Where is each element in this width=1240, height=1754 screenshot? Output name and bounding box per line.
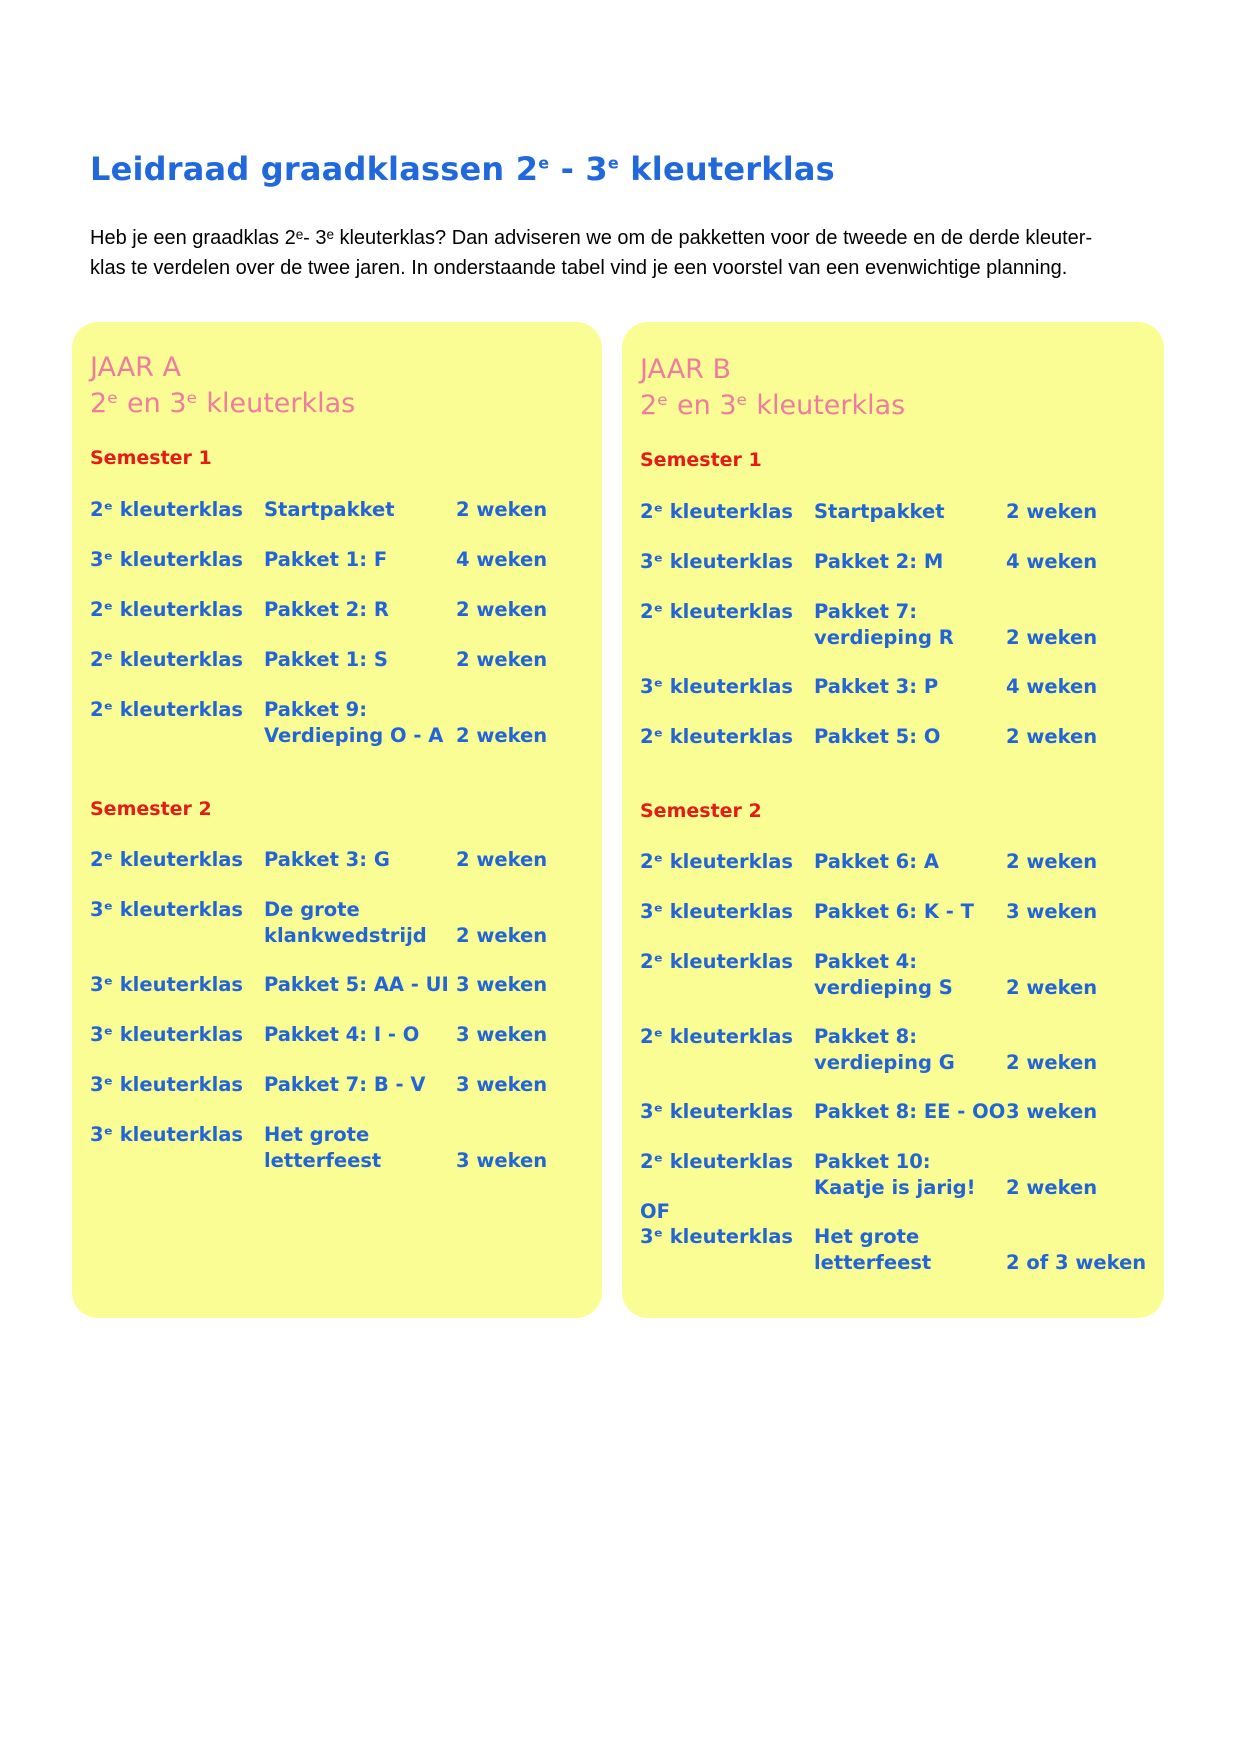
intro-text	[90, 223, 1160, 283]
jaar-a-semester-1-label: Semester 1	[90, 447, 212, 469]
jaar-b-semester-1-label: Semester 1	[640, 449, 762, 471]
jaar-b-semester-2-label: Semester 2	[640, 800, 762, 822]
intro-line-2: klas te verdelen over de twee jaren. In onderstaande tabel vind je een voorstel van een evenwichtige planning.	[90, 257, 1068, 279]
intro-line-1: Heb je een graadklas 2ᵉ- 3ᵉ kleuterklas? Dan adviseren we om de pakketten voor de tweede en de derde kleuter-	[90, 227, 1093, 249]
jaar-a-panel: JAAR A 2ᵉ en 3ᵉ kleuterklas Semester 1 2ᵉ kleuterklas Startpakket 2 weken 3ᵉ kleuterklas Pakket 1: F 4 weken 2ᵉ kleuterklas Pakket 2: R 2 weken 2ᵉ kleuterklas Pakket 1: S 2 weken 2ᵉ kleuterklas Pakket 9: Verdieping O - A 2 weken Semester 2 2ᵉ kleuterklas Pakket 3: G 2 weken 3ᵉ kleuterklas De grote klankwedstrijd 2 weken 3ᵉ kleuterklas Pakket 5: AA - UI 3 weken 3ᵉ kleuterklas Pakket 4: I - O 3 weken 3ᵉ kleuterklas Pakket 7: B - V 3 weken 3ᵉ kleuterklas Het grote letterfeest 3 weken	[72, 322, 602, 1318]
jaar-a-heading: JAAR A 2ᵉ en 3ᵉ kleuterklas	[90, 352, 356, 419]
jaar-a-semester-2-label: Semester 2	[90, 798, 212, 820]
page-title: Leidraad graadklassen 2e - 3e kleuterklas	[90, 150, 835, 188]
jaar-b-panel: JAAR B 2ᵉ en 3ᵉ kleuterklas Semester 1 2ᵉ kleuterklas Startpakket 2 weken 3ᵉ kleuterklas Pakket 2: M 4 weken 2ᵉ kleuterklas Pakket 7: verdieping R 2 weken 3ᵉ kleuterklas Pakket 3: P 4 weken 2ᵉ kleuterklas Pakket 5: O 2 weken Semester 2 2ᵉ kleuterklas Pakket 6: A 2 weken 3ᵉ kleuterklas Pakket 6: K - T 3 weken 2ᵉ kleuterklas Pakket 4: verdieping S 2 weken 2ᵉ kleuterklas Pakket 8: verdieping G 2 weken 3ᵉ kleuterklas Pakket 8: EE - OO 3 weken 2ᵉ kleuterklas Pakket 10: Kaatje is jarig! 2 weken OF 3ᵉ kleuterklas Het grote letterfeest 2 of 3 weken	[622, 322, 1164, 1318]
jaar-b-heading: JAAR B 2ᵉ en 3ᵉ kleuterklas	[640, 354, 906, 421]
or-label: OF	[640, 1200, 670, 1223]
